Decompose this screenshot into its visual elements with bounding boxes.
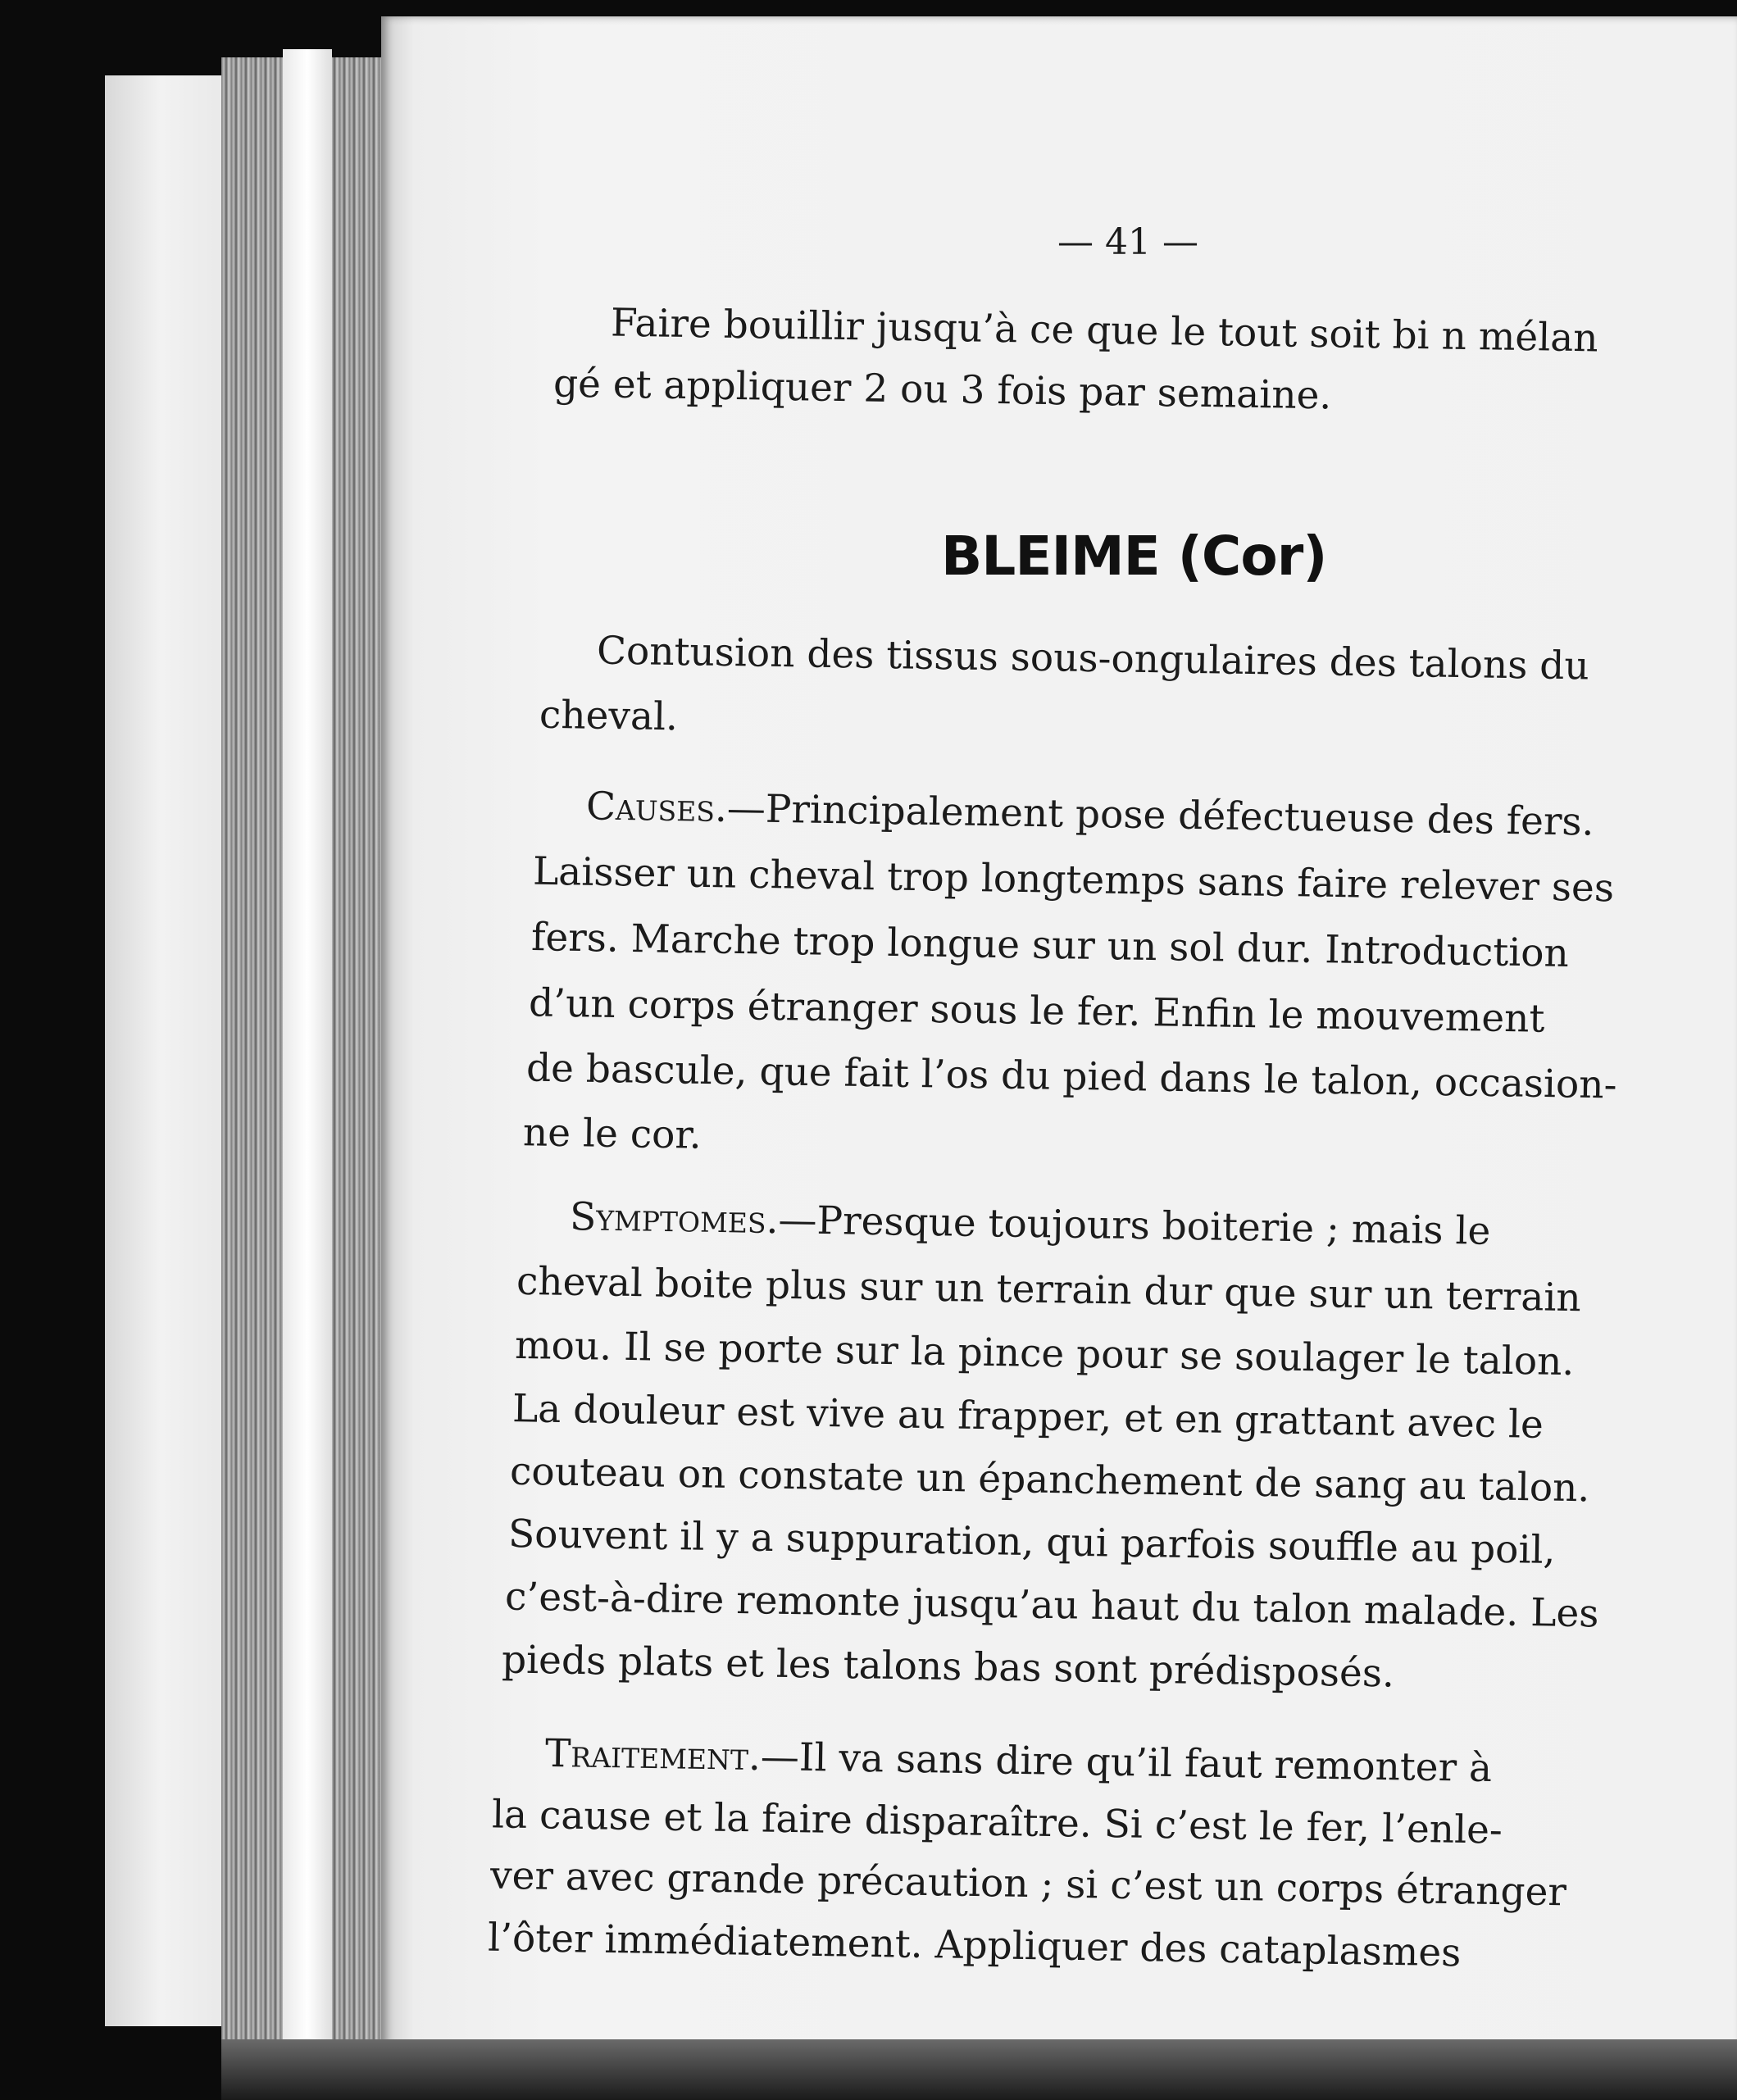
causes-heading: Causes. [585,784,728,832]
page-number: — 41 — [1057,221,1198,263]
symptomes-line-4: La douleur est vive au frapper, et en grattant avec le [512,1386,1544,1448]
symptomes-heading: Symptomes. [569,1194,779,1243]
symptomes-line-7: c’est-à-dire remonte jusqu’au haut du talon malade. Les [504,1574,1599,1637]
section-title-paren: (Cor) [1177,525,1327,588]
continuation-line-2: gé et appliquer 2 ou 3 fois par semaine. [552,361,1332,419]
causes-line-3: fers. Marche trop longue sur un sol dur. Introduction [530,915,1570,976]
symptomes-line-5: couteau on constate un épanchement de sang au talon. [509,1448,1590,1511]
causes-line-1-text: —Principalement pose défectueuse des fers. [726,786,1594,845]
symptomes-line-3: mou. Il se porte sur la pince pour se soulager le talon. [514,1322,1575,1385]
traitement-line-2: la cause et la faire disparaître. Si c’est le fer, l’enle- [491,1792,1503,1853]
bottom-shadow [221,2039,1737,2100]
causes-line-5: de bascule, que fait l’os du pied dans le talon, occasion- [525,1045,1617,1108]
symptomes-line-6: Souvent il y a suppuration, qui parfois souffle au poil, [507,1511,1556,1574]
traitement-line-3: ver avec grande précaution ; si c’est un corps étranger [489,1852,1567,1916]
section-title [941,525,1326,588]
traitement-heading: Traitement. [544,1730,762,1780]
traitement-line-4: l’ôter immédiatement. Appliquer des cataplasmes [487,1915,1462,1976]
symptomes-line-1-text: —Presque toujours boiterie ; mais le [778,1198,1491,1254]
continuation-line-1: Faire bouillir jusqu’à ce que le tout soit bi n mélan [610,300,1598,361]
causes-line-2: Laisser un cheval trop longtemps sans faire relever ses [532,848,1615,911]
causes-line-6: ne le cor. [522,1110,703,1158]
causes-line-4: d’un corps étranger sous le fer. Enfin le mouvement [528,980,1545,1042]
traitement-line-1-text: —Il va sans dire qu’il faut remonter à [760,1734,1493,1792]
section-title-main: BLEIME [941,525,1160,588]
symptomes-line-8: pieds plats et les talons bas sont prédisposés. [501,1637,1395,1697]
definition-line-2: cheval. [539,692,679,740]
definition-line-1: Contusion des tissus sous-ongulaires des talons du [596,628,1590,689]
symptomes-line-2: cheval boite plus sur un terrain dur que sur un terrain [516,1258,1582,1321]
page-edge-highlight [283,49,332,2041]
